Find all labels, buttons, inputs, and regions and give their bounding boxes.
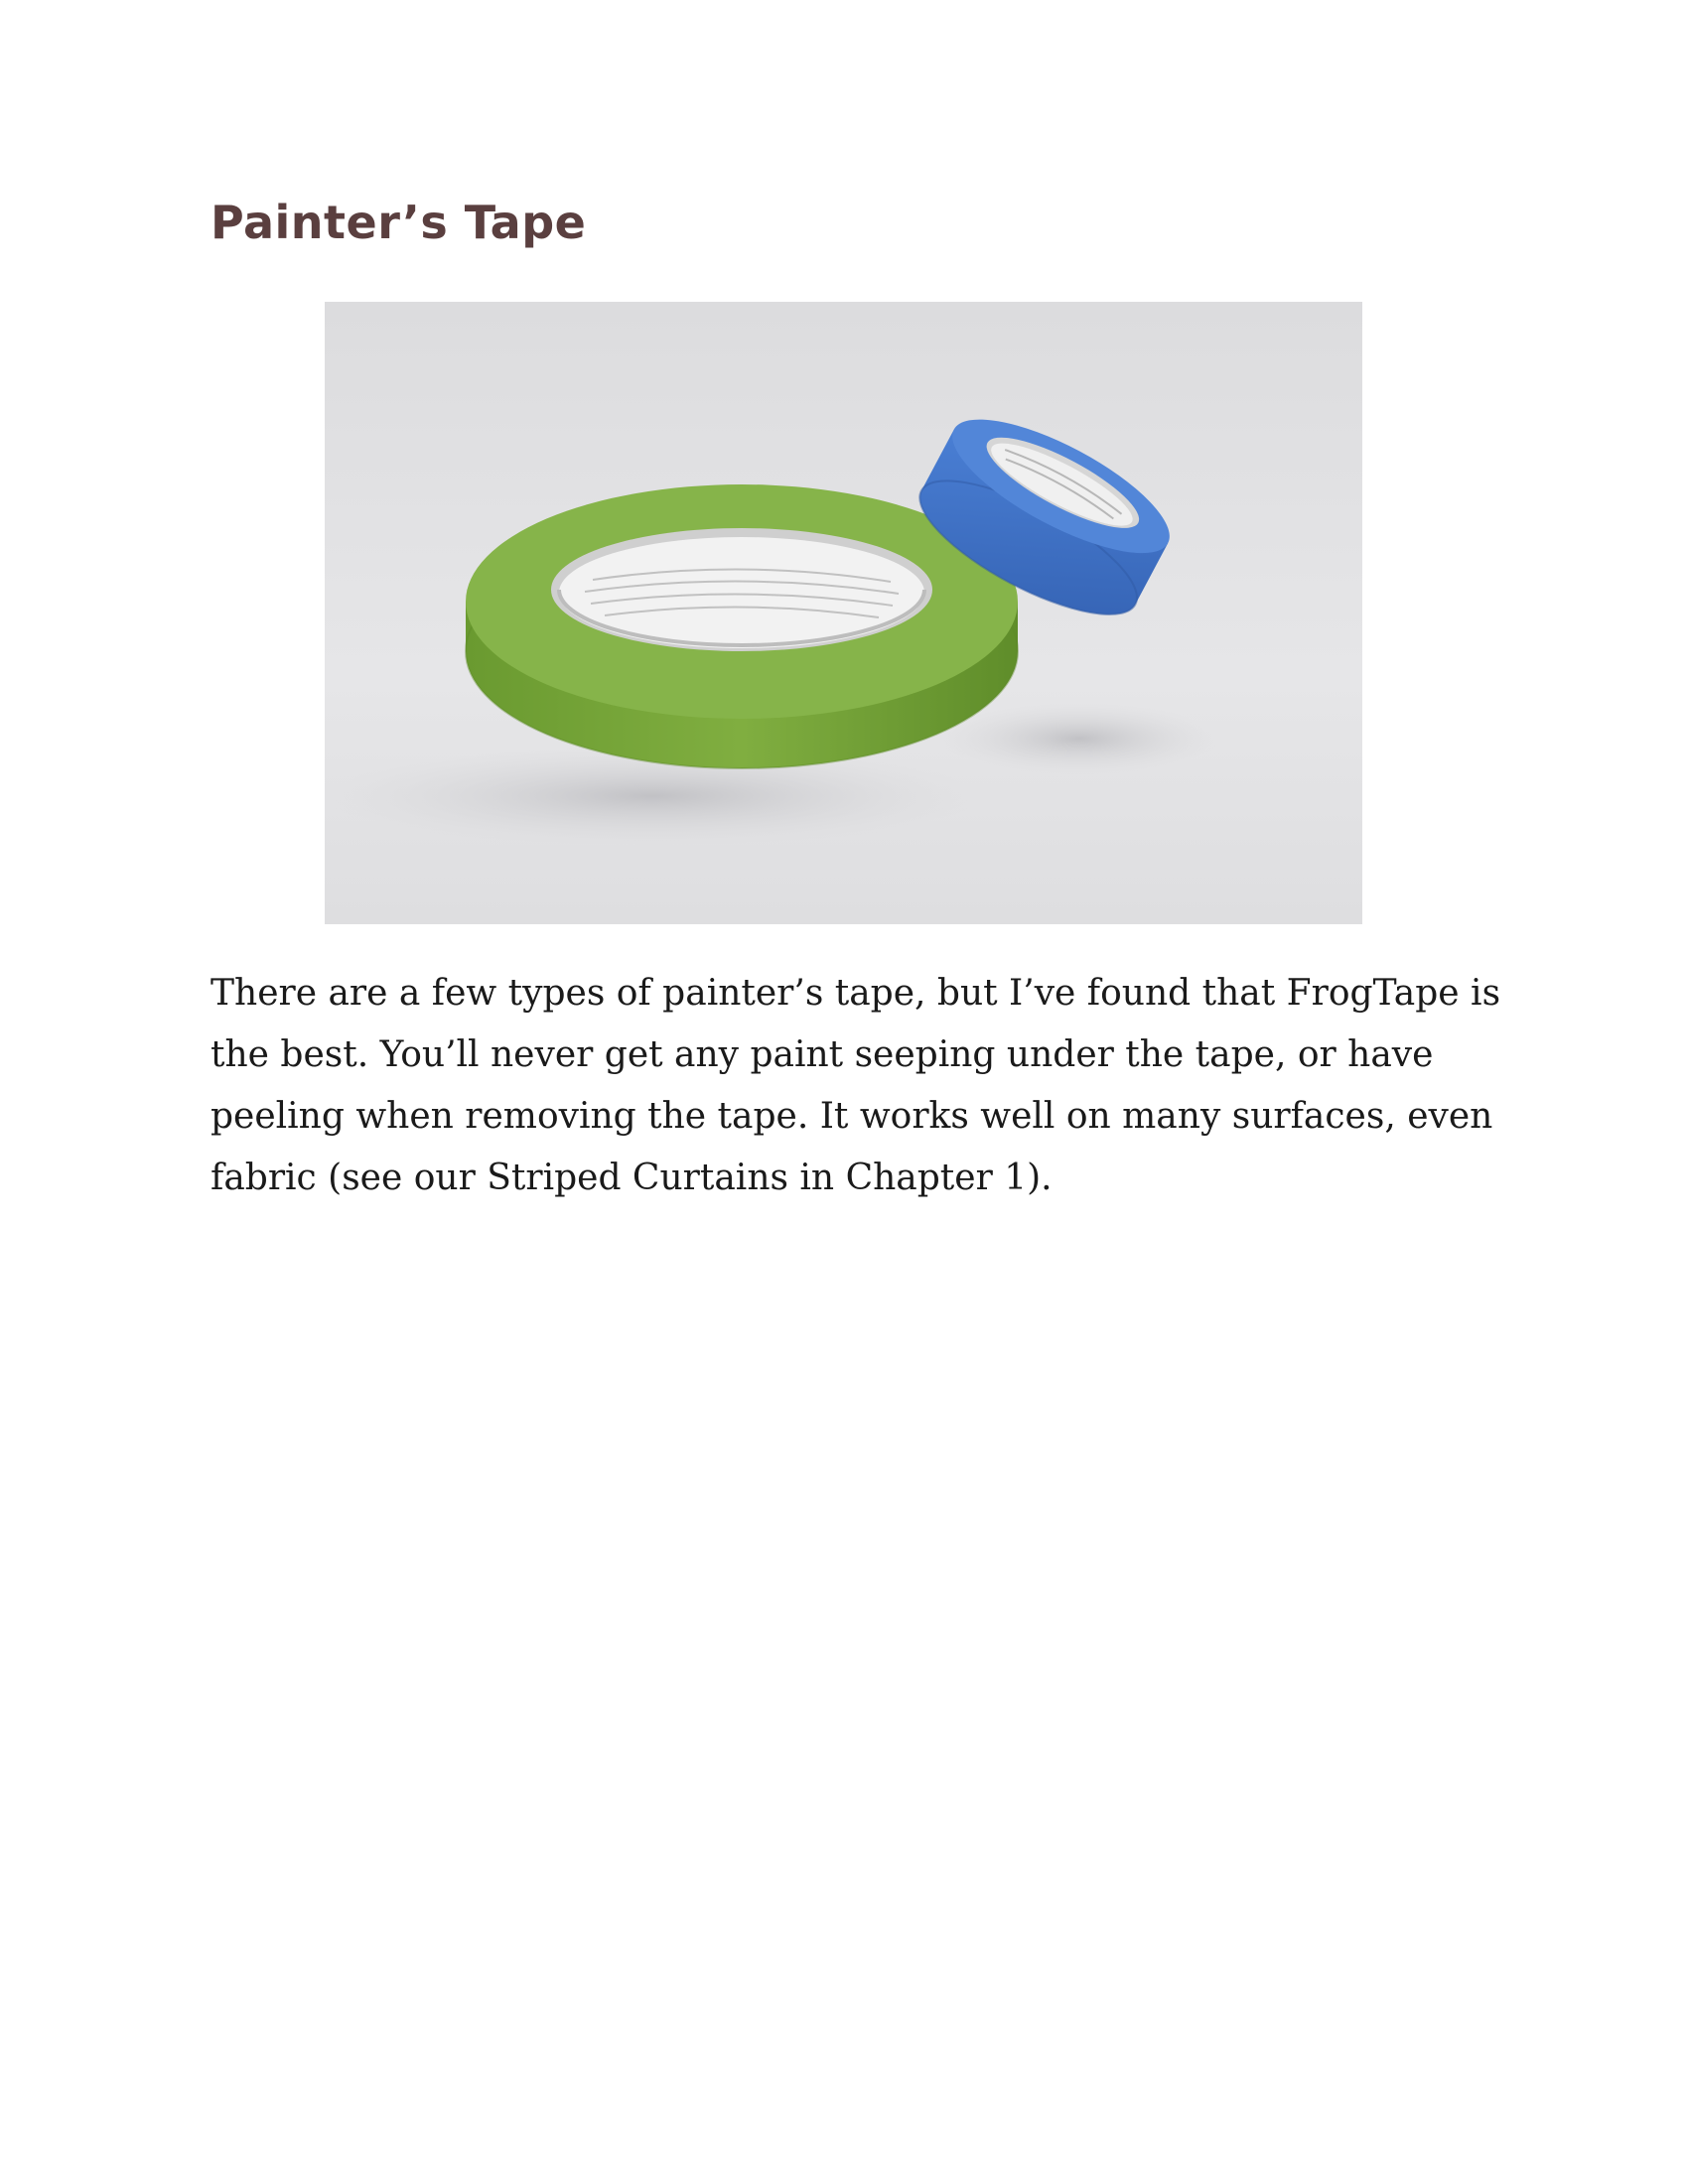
section-heading: Painter’s Tape <box>211 196 587 249</box>
body-paragraph: There are a few types of painter’s tape, but I’ve found that FrogTape is the best. You’ll never get any paint seeping under the tape, or have peeling when removing the tape. It works well on many surfaces, even fabric (see our Striped Curtains in Chapter 1). <box>211 973 1501 1198</box>
tape-rolls-photo <box>325 302 1362 924</box>
